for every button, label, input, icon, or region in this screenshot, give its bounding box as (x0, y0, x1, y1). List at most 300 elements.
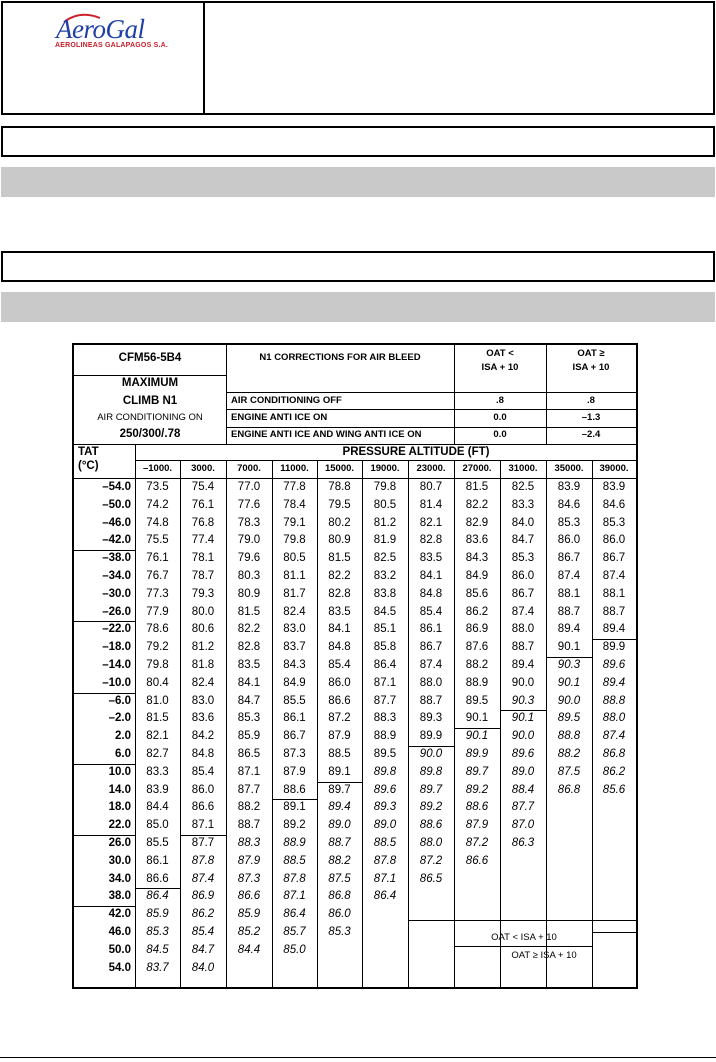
correction-lt: 0.0 (493, 429, 507, 440)
n1-cell: 90.0 (419, 748, 443, 760)
n1-cell: 80.3 (237, 570, 261, 582)
n1-cell: 85.2 (237, 926, 261, 938)
group-rule (74, 550, 135, 551)
n1-cell: 76.1 (191, 498, 215, 511)
n1-cell: 90.0 (557, 694, 581, 707)
n1-cell: 85.0 (146, 819, 169, 832)
legend-rule (592, 932, 636, 933)
n1-cell: 87.9 (328, 730, 351, 743)
n1-cell: 89.7 (419, 783, 443, 796)
n1-cell: 90.3 (511, 694, 535, 707)
n1-cell: 86.7 (511, 587, 535, 600)
n1-cell: 89.8 (373, 765, 397, 778)
n1-cell: 82.2 (237, 623, 261, 636)
n1-cell: 87.1 (237, 765, 261, 778)
n1-cell: 82.5 (373, 552, 397, 565)
n1-cell: 87.1 (373, 676, 397, 689)
n1-cell: 83.9 (602, 481, 626, 493)
n1-cell: 89.8 (419, 765, 443, 778)
n1-cell: 82.4 (191, 676, 215, 689)
tat-value: –18.0 (102, 641, 131, 654)
engine-model: CFM56-5B4 (118, 352, 182, 364)
n1-cell: 87.1 (283, 890, 306, 903)
n1-cell: 83.7 (283, 641, 306, 654)
n1-cell: 90.1 (557, 676, 581, 689)
n1-cell: 88.6 (419, 819, 443, 832)
tat-value: 34.0 (108, 872, 131, 885)
n1-cell: 89.7 (465, 765, 489, 778)
n1-cell: 80.7 (419, 481, 443, 493)
tat-unit: (°C) (78, 460, 99, 472)
n1-cell: 83.6 (191, 712, 215, 725)
legend-rule (454, 946, 455, 970)
n1-cell: 75.4 (191, 481, 215, 493)
n1-cell: 84.7 (237, 694, 261, 707)
altitude-header: 35000. (554, 463, 584, 474)
tat-value: 50.0 (108, 943, 131, 956)
tat-value: –38.0 (102, 552, 131, 565)
n1-cell: 77.8 (283, 481, 306, 493)
n1-cell: 87.2 (465, 837, 489, 849)
n1-cell: 80.6 (191, 623, 215, 636)
n1-cell: 86.4 (373, 659, 397, 671)
n1-cell: 88.7 (237, 819, 261, 832)
group-rule (74, 621, 135, 622)
n1-cell: 88.0 (602, 712, 626, 725)
n1-cell: 89.2 (419, 801, 443, 814)
section-bar (1, 167, 715, 197)
n1-cell: 77.3 (146, 587, 169, 600)
n1-cell: 90.1 (465, 730, 489, 743)
logo-wordmark: AeroGal (56, 14, 145, 44)
header-rule (226, 427, 636, 428)
n1-cell: 87.8 (373, 854, 397, 867)
n1-cell: 86.2 (191, 908, 215, 921)
n1-cell: 78.3 (237, 516, 261, 529)
n1-cell: 85.3 (328, 926, 351, 938)
n1-cell: 90.3 (557, 659, 581, 671)
column-line (546, 460, 547, 987)
n1-cell: 81.5 (146, 712, 169, 725)
column-line (362, 460, 363, 987)
n1-cell: 82.8 (237, 641, 261, 654)
n1-cell: 86.0 (328, 908, 351, 921)
n1-cell: 89.4 (511, 659, 535, 671)
n1-cell: 89.1 (328, 765, 351, 778)
n1-cell: 86.6 (328, 694, 351, 707)
correction-ge: –2.4 (581, 429, 601, 440)
n1-cell: 79.2 (146, 641, 169, 654)
n1-cell: 88.5 (328, 748, 351, 760)
n1-cell: 84.3 (283, 659, 306, 671)
n1-cell: 88.0 (511, 623, 535, 636)
header-rule (226, 392, 636, 393)
n1-cell: 84.8 (419, 587, 443, 600)
n1-cell: 84.0 (511, 516, 535, 529)
group-rule (74, 835, 135, 836)
n1-cell: 89.6 (373, 783, 397, 796)
n1-cell: 85.3 (511, 552, 535, 565)
column-line (272, 460, 273, 987)
n1-cell: 90.0 (511, 676, 535, 689)
n1-cell: 79.8 (283, 534, 306, 547)
n1-cell: 88.0 (419, 837, 443, 849)
pressure-altitude-label: PRESSURE ALTITUDE (FT) (342, 446, 490, 458)
n1-cell: 87.9 (283, 765, 306, 778)
n1-cell: 87.6 (465, 641, 489, 654)
n1-cell: 86.4 (146, 890, 169, 903)
n1-cell: 88.2 (557, 748, 581, 760)
n1-cell: 86.6 (191, 801, 215, 814)
n1-cell: 87.4 (602, 570, 626, 582)
n1-cell: 90.1 (465, 712, 489, 725)
n1-cell: 85.6 (602, 783, 626, 796)
n1-cell: 85.4 (191, 765, 215, 778)
n1-cell: 86.7 (557, 552, 581, 565)
correction-lt: 0.0 (493, 412, 507, 423)
n1-cell: 90.1 (511, 712, 535, 725)
n1-cell: 88.4 (511, 783, 535, 796)
regime-boundary (408, 746, 454, 747)
n1-cell: 87.7 (237, 783, 261, 796)
tat-value: –10.0 (102, 676, 131, 689)
n1-cell: 89.7 (328, 783, 351, 796)
altitude-header: 19000. (370, 463, 400, 474)
n1-cell: 83.2 (373, 570, 397, 582)
n1-cell: 81.5 (237, 605, 261, 618)
n1-cell: 84.1 (237, 676, 261, 689)
tat-value: 38.0 (108, 890, 131, 903)
n1-cell: 87.7 (511, 801, 535, 814)
header-rule (74, 444, 636, 445)
regime-boundary (135, 888, 180, 889)
altitude-header: 23000. (416, 463, 446, 474)
n1-cell: 87.1 (191, 819, 215, 832)
n1-cell: 84.6 (557, 498, 581, 511)
n1-cell: 87.9 (237, 854, 261, 867)
n1-cell: 82.8 (419, 534, 443, 547)
legend-oat-ge: OAT ≥ ISA + 10 (511, 949, 577, 961)
column-line (226, 460, 227, 987)
n1-cell: 79.8 (146, 659, 169, 671)
regime-boundary (592, 639, 636, 640)
header-divider (454, 345, 455, 445)
n1-cell: 85.9 (237, 730, 261, 743)
n1-cell: 83.5 (419, 552, 443, 565)
tat-value: –6.0 (108, 694, 131, 707)
logo-subtitle: AEROLINEAS GALAPAGOS S.A. (55, 42, 168, 49)
header-divider (546, 345, 547, 445)
n1-cell: 89.2 (465, 783, 489, 796)
n1-cell: 88.6 (283, 783, 306, 796)
n1-cell: 83.0 (191, 694, 215, 707)
n1-cell: 87.4 (191, 872, 215, 885)
n1-cell: 86.3 (511, 837, 535, 849)
n1-cell: 83.5 (328, 605, 351, 618)
footer-rule (0, 1057, 716, 1058)
tat-value: –14.0 (102, 659, 131, 671)
n1-cell: 81.4 (419, 498, 443, 511)
n1-cell: 86.9 (465, 623, 489, 636)
legend-rule (592, 932, 593, 946)
n1-cell: 85.4 (419, 605, 443, 618)
n1-cell: 85.4 (191, 926, 215, 938)
n1-cell: 89.9 (419, 730, 443, 743)
n1-cell: 89.4 (328, 801, 351, 814)
n1-cell: 89.5 (557, 712, 581, 725)
n1-cell: 89.5 (465, 694, 489, 707)
n1-cell: 85.1 (373, 623, 397, 636)
n1-cell: 86.8 (557, 783, 581, 796)
tat-value: 14.0 (108, 783, 131, 796)
correction-label: ENGINE ANTI ICE AND WING ANTI ICE ON (231, 429, 422, 440)
column-line (135, 444, 136, 987)
header-rule (74, 478, 636, 479)
n1-cell: 89.0 (373, 819, 397, 832)
n1-cell: 82.9 (465, 516, 489, 529)
regime-boundary (500, 710, 546, 711)
n1-cell: 85.3 (602, 516, 626, 529)
group-rule (74, 764, 135, 765)
n1-cell: 86.0 (191, 783, 215, 796)
n1-cell: 87.4 (602, 730, 626, 743)
n1-cell: 84.5 (146, 943, 169, 956)
n1-cell: 90.1 (557, 641, 581, 654)
n1-cell: 84.1 (328, 623, 351, 636)
tat-value: 30.0 (108, 854, 131, 867)
n1-cell: 86.5 (237, 748, 261, 760)
n1-cell: 79.8 (373, 481, 397, 493)
column-line (408, 460, 409, 987)
n1-cell: 87.4 (419, 659, 443, 671)
n1-cell: 87.9 (465, 819, 489, 832)
n1-cell: 88.9 (465, 676, 489, 689)
n1-cell: 81.5 (328, 552, 351, 565)
n1-cell: 86.0 (557, 534, 581, 547)
n1-cell: 88.2 (237, 801, 261, 814)
n1-cell: 88.8 (602, 694, 626, 707)
n1-cell: 86.0 (602, 534, 626, 547)
n1-cell: 87.2 (328, 712, 351, 725)
section-bar-2 (1, 292, 715, 322)
tat-value: 42.0 (108, 908, 131, 921)
n1-cell: 83.7 (146, 961, 169, 974)
n1-cell: 84.3 (465, 552, 489, 565)
n1-cell: 80.2 (328, 516, 351, 529)
n1-cell: 87.3 (237, 872, 261, 885)
n1-cell: 89.1 (283, 801, 306, 814)
n1-cell: 88.9 (283, 837, 306, 849)
n1-cell: 84.4 (146, 801, 169, 814)
n1-cell: 89.0 (511, 765, 535, 778)
n1-cell: 85.3 (146, 926, 169, 938)
n1-cell: 78.6 (146, 623, 169, 636)
n1-cell: 86.4 (283, 908, 306, 921)
n1-cell: 86.2 (465, 605, 489, 618)
n1-cell: 89.5 (373, 748, 397, 760)
n1-cell: 85.7 (283, 926, 306, 938)
n1-cell: 88.1 (557, 587, 581, 600)
correction-lt: .8 (496, 395, 504, 406)
n1-cell: 81.0 (146, 694, 169, 707)
n1-cell: 86.4 (373, 890, 397, 903)
n1-cell: 82.2 (328, 570, 351, 582)
n1-cell: 84.5 (373, 605, 397, 618)
altitude-header: –1000. (142, 463, 173, 474)
tat-value: 22.0 (108, 819, 131, 832)
tat-value: –22.0 (102, 623, 131, 636)
n1-cell: 89.0 (328, 819, 351, 832)
n1-cell: 79.3 (191, 587, 215, 600)
n1-cell: 82.8 (328, 587, 351, 600)
speed-schedule: 250/300/.78 (119, 428, 181, 440)
legend-oat-lt: OAT < ISA + 10 (491, 932, 557, 943)
n1-cell: 79.5 (328, 498, 351, 511)
tat-value: –46.0 (102, 516, 131, 529)
oat-lt-header-2: ISA + 10 (481, 362, 519, 373)
n1-cell: 79.0 (237, 534, 261, 547)
n1-cell: 86.0 (328, 676, 351, 689)
correction-ge: –1.3 (581, 412, 601, 423)
n1-cell: 76.7 (146, 570, 169, 582)
n1-cell: 81.5 (465, 481, 489, 493)
tat-value: –42.0 (102, 534, 131, 547)
legend-rule (408, 920, 409, 987)
n1-cell: 84.7 (511, 534, 535, 547)
n1-cell: 77.6 (237, 498, 261, 511)
n1-cell: 81.2 (373, 516, 397, 529)
n1-cell: 88.7 (328, 837, 351, 849)
n1-cell: 87.7 (373, 694, 397, 707)
n1-cell: 86.7 (283, 730, 306, 743)
n1-cell: 88.1 (602, 587, 626, 600)
regime-boundary (454, 728, 500, 729)
tat-value: 10.0 (108, 765, 131, 778)
n1-cell: 89.2 (283, 819, 306, 832)
n1-cell: 89.4 (602, 676, 626, 689)
n1-cell: 86.8 (602, 748, 626, 760)
n1-cell: 88.3 (237, 837, 261, 849)
n1-cell: 83.9 (557, 481, 581, 493)
n1-cell: 85.3 (237, 712, 261, 725)
altitude-header: 31000. (508, 463, 538, 474)
tat-value: 54.0 (108, 961, 131, 974)
group-rule (74, 693, 135, 694)
n1-cell: 85.3 (557, 516, 581, 529)
n1-cell: 80.9 (328, 534, 351, 547)
n1-cell: 83.5 (237, 659, 261, 671)
altitude-header: 15000. (324, 463, 355, 474)
n1-cell: 89.9 (465, 748, 489, 760)
tat-value: 46.0 (108, 926, 131, 938)
n1-cell: 88.7 (557, 605, 581, 618)
legend-rule (408, 920, 636, 921)
n1-cell: 86.6 (237, 890, 261, 903)
n1-cell: 90.0 (511, 730, 535, 743)
tat-label: TAT (78, 446, 99, 458)
n1-cell: 87.8 (191, 854, 215, 867)
oat-lt-header: OAT < (486, 348, 514, 359)
n1-cell: 86.5 (419, 872, 443, 885)
n1-cell: 88.2 (328, 854, 351, 867)
n1-cell: 89.3 (373, 801, 397, 814)
n1-cell: 81.8 (191, 659, 215, 671)
n1-cell: 81.2 (191, 641, 215, 654)
n1-cell: 86.1 (419, 623, 443, 636)
column-line (500, 460, 501, 987)
n1-cell: 75.5 (146, 534, 169, 547)
n1-cell: 89.6 (511, 748, 535, 760)
n1-cell: 89.4 (557, 623, 581, 636)
header-rule (226, 409, 636, 410)
n1-cell: 78.4 (283, 498, 306, 511)
n1-cell: 87.3 (283, 748, 306, 760)
n1-cell: 81.9 (373, 534, 397, 547)
n1-cell: 86.7 (602, 552, 626, 565)
n1-cell: 84.2 (191, 730, 215, 743)
n1-cell: 79.1 (283, 516, 306, 529)
n1-cell: 84.1 (419, 570, 443, 582)
n1-cell: 87.4 (511, 605, 535, 618)
condition-label: AIR CONDITIONING ON (97, 412, 203, 423)
n1-cell: 88.5 (373, 837, 397, 849)
altitude-header: 11000. (280, 463, 309, 474)
n1-cell: 89.3 (419, 712, 443, 725)
n1-cell: 77.9 (146, 605, 169, 618)
tat-value: 18.0 (108, 801, 131, 814)
header-rule (135, 460, 636, 461)
n1-cell: 80.0 (191, 605, 215, 618)
n1-cell: 78.7 (191, 570, 215, 582)
n1-cell: 88.5 (283, 854, 306, 867)
oat-ge-header: OAT ≥ (577, 348, 605, 359)
n1-cell: 85.8 (373, 641, 397, 654)
n1-cell: 82.1 (146, 730, 169, 743)
n1-cell: 86.6 (465, 854, 489, 867)
n1-cell: 86.9 (191, 890, 215, 903)
altitude-header: 3000. (191, 463, 215, 474)
tat-value: 6.0 (115, 748, 131, 760)
n1-cell: 88.2 (465, 659, 489, 671)
tat-value: 26.0 (108, 837, 131, 849)
oat-ge-header-2: ISA + 10 (572, 362, 610, 373)
n1-cell: 87.0 (511, 819, 535, 832)
correction-label: ENGINE ANTI ICE ON (231, 412, 328, 423)
bleed-header: N1 CORRECTIONS FOR AIR BLEED (259, 352, 421, 363)
n1-cell: 84.6 (602, 498, 626, 511)
n1-cell: 86.1 (146, 854, 169, 867)
title-line2: CLIMB N1 (122, 395, 178, 407)
n1-cell: 87.1 (373, 872, 397, 885)
n1-cell: 79.6 (237, 552, 261, 565)
header-divider (226, 345, 227, 445)
altitude-header: 39000. (599, 463, 629, 474)
n1-cell: 81.7 (283, 587, 306, 600)
n1-cell: 74.8 (146, 516, 169, 529)
title-box (1, 126, 715, 157)
tat-value: –54.0 (102, 481, 131, 493)
n1-cell: 87.5 (557, 765, 581, 778)
n1-cell: 86.0 (511, 570, 535, 582)
n1-cell: 88.7 (419, 694, 443, 707)
altitude-header: 7000. (237, 463, 261, 474)
n1-cell: 86.8 (328, 890, 351, 903)
n1-cell: 85.9 (146, 908, 169, 921)
n1-cell: 85.4 (328, 659, 351, 671)
n1-cell: 83.3 (146, 765, 169, 778)
n1-cell: 87.7 (191, 837, 215, 849)
n1-cell: 84.9 (465, 570, 489, 582)
